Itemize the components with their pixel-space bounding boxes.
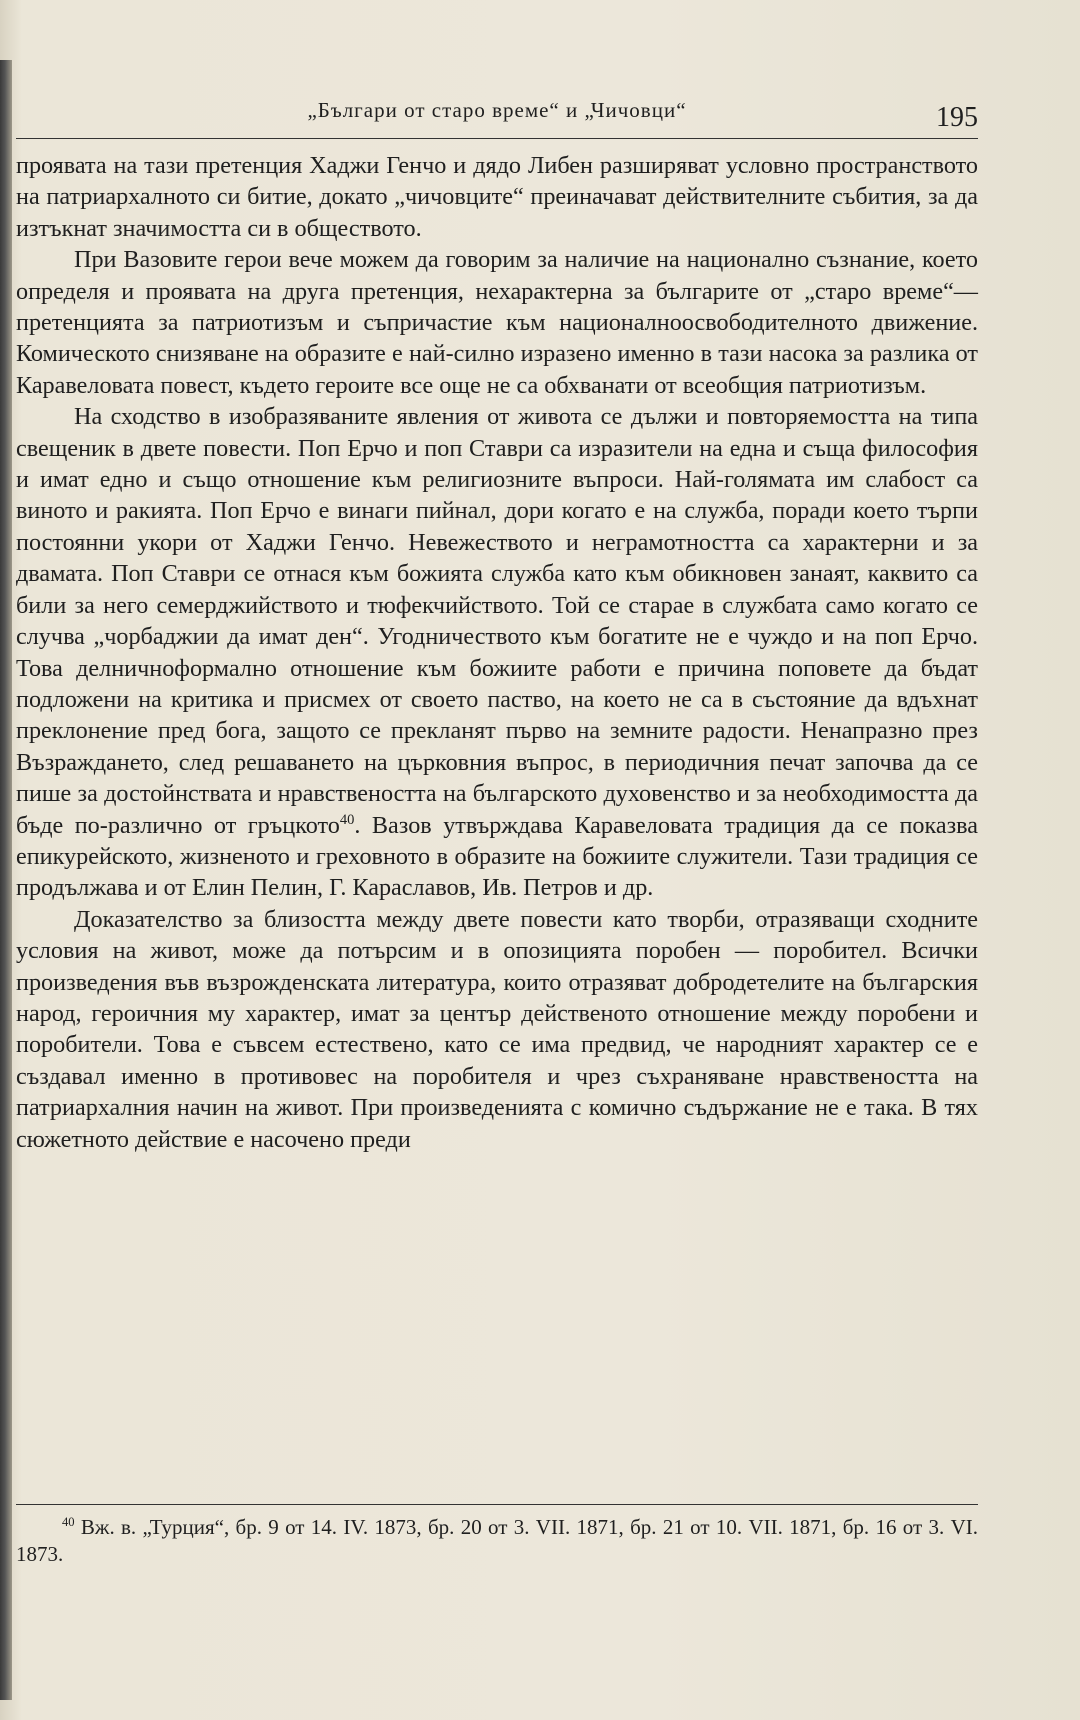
running-head: „Българи от старо време“ и „Чичовци“: [307, 98, 687, 122]
footnote-reference: 40: [339, 811, 355, 828]
body-text: [16, 150, 978, 1155]
paragraph-1: проявата на тази претенция Хаджи Генчо и дядо Либен разширяват условно пространството на патриархалното си битие, докато „чичовците“ преиначават действителните събития, за да изтъкнат значимостта си в обществото.: [16, 152, 978, 242]
footnote-text: Вж. в. „Турция“, бр. 9 от 14. IV. 1873, бр. 20 от 3. VII. 1871, бр. 21 от 10. VII. 1871, бр. 16 от 3. VI. 1873.: [16, 1515, 978, 1566]
page-header: [16, 88, 978, 139]
paragraph-3-text-after: . Вазов утвърждава Каравеловата традиция да се показва епикурейското, жизненото и греховното в образите на божиите служители. Тази традиция се продължава и от Елин Пелин, Г. Караславов, Ив. Петров и др.: [16, 811, 979, 902]
paragraph-2: При Вазовите герои вече можем да говорим за наличие на национално съзнание, което определя и проявата на друга претенция, нехарактерна за българите от „старо време“—претенцията за патриотизъм и съпричастие към националноосвободителното движение. Комическото снизяване на образите е най-силно изразено именно в тази насока за разлика от Каравеловата повест, където героите все още не са обхванати от всеобщия патриотизъм.: [16, 246, 978, 399]
footnote-number: 40: [62, 1515, 75, 1529]
footnote-40: [16, 1514, 978, 1568]
page-number: 195: [936, 102, 978, 133]
book-spine-shadow: [0, 60, 12, 1700]
footnotes: [16, 1514, 978, 1568]
footnote-divider: [16, 1504, 978, 1505]
paragraph-3: [16, 401, 978, 904]
paragraph-4: Доказателство за близостта между двете повести като творби, отразяващи сходните условия на живот, може да потърсим и в опозицията поробен — поробител. Всички произведения във възрожденската литература, които отразяват добродетелите на българския народ, героичния му характер, имат за център действеното отношение между поробени и поробители. Това е съвсем естествено, като се има предвид, че народният характер се е създавал именно в противовес на поробителя и чрез съхраняване нравствеността на патриархалния начин на живот. При произведенията с комично съдържание не е така. В тях сюжетното действие е насочено преди: [16, 905, 978, 1153]
paragraph-3-text-before: На сходство в изобразяваните явления от живота се дължи и повторяемостта на типа свещеник в двете повести. Поп Ерчо и поп Ставри са изразители на една и съща философия и имат едно и също отношение към религиозните въпроси. Най-голямата им слабост са виното и ракията. Поп Ерчо е винаги пийнал, дори когато е на служба, поради което търпи постоянни укори от Хаджи Генчо. Невежеството и неграмотността са характерни и за двамата. Поп Ставри се отнася към божията служба като към обикновен занаят, каквито са били за него семерджийството и тюфекчийството. Той се старае в службата само когато се случва „чорбаджии да имат ден“. Угодничеството към богатите не е чуждо и на поп Ерчо. Това делничноформално отношение към божиите работи е причина поповете да бъдат подложени на критика и присмех от своето паство, на което не са в състояние да вдъхнат преклонение пред бога, защото се прекланят първо на земните радости. Ненапразно през Възраждането, след решаването на църковния въпрос, в периодичния печат започва да се пише за достойнствата и нравствеността на българското духовенство и за необходимостта да бъде по-различно от гръцкото: [16, 403, 978, 839]
